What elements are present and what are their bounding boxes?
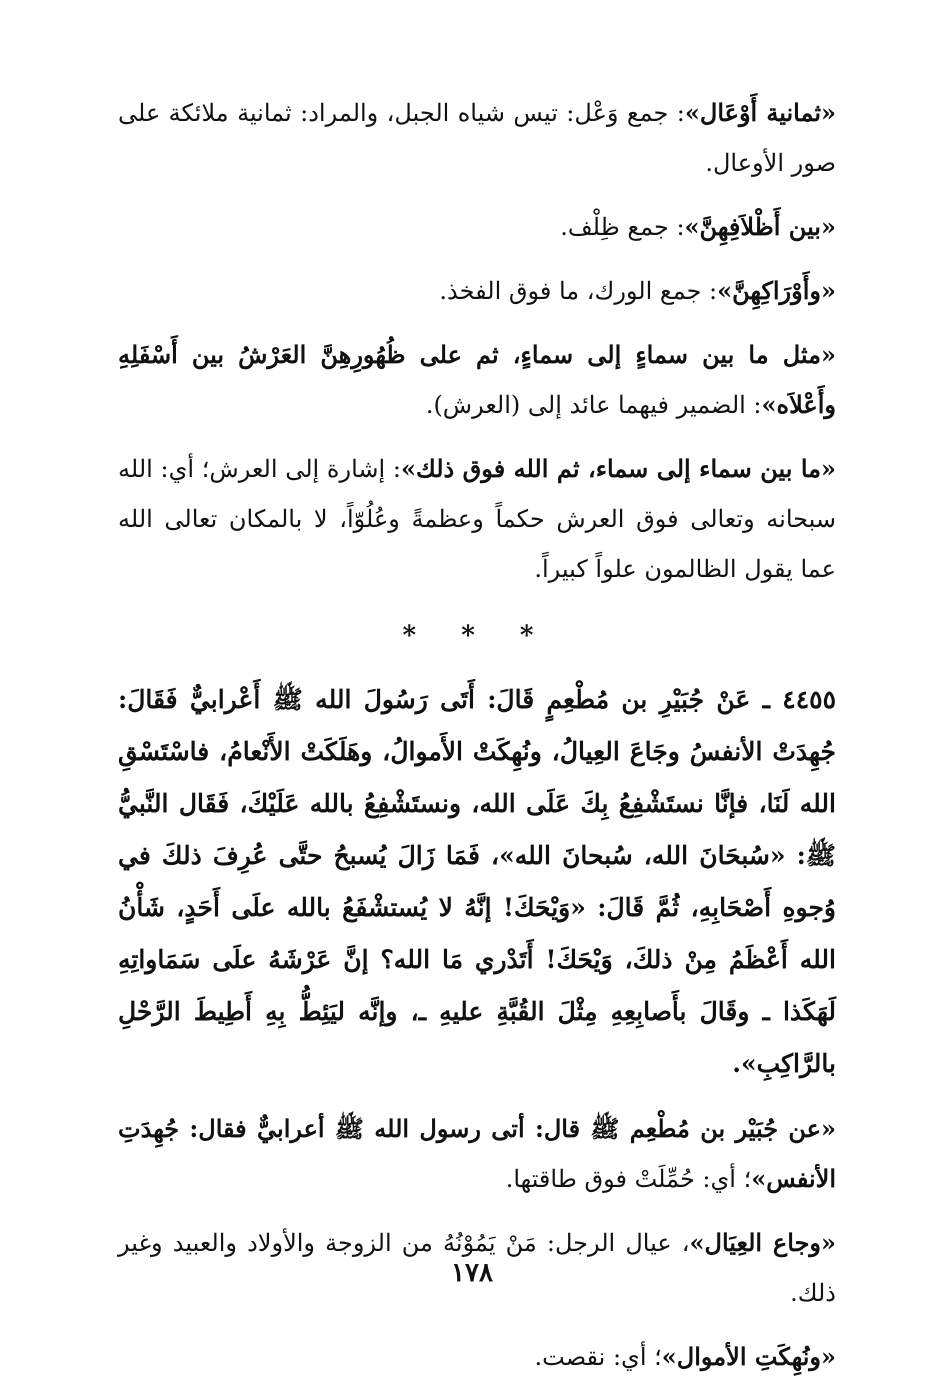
note-term: «وجاع العِيَال» xyxy=(689,1228,836,1257)
note-text: ؛ أي: نقصت. xyxy=(534,1343,662,1371)
note-term: «مثل ما بين سماءٍ إلى سماءٍ، ثم على ظُهُورِهِنَّ العَرْشُ بين أَسْفَلِهِ وأَعْلاَه» xyxy=(118,340,836,419)
page-number: ١٧٨ xyxy=(451,1258,493,1288)
note-text: ؛ أي: حُمِّلَتْ فوق طاقتها. xyxy=(505,1165,752,1193)
note-term: «ما بين سماء إلى سماء، ثم الله فوق ذلك» xyxy=(401,454,837,483)
note-paragraph xyxy=(118,444,836,594)
note-paragraph xyxy=(118,88,836,188)
note-paragraph xyxy=(118,266,836,316)
note-paragraph xyxy=(118,1332,836,1382)
note-term: «عن جُبَيْر بن مُطْعِم ﷺ قال: أتى رسول الله ﷺ أعرابيٌّ فقال: جُهِدَتِ الأنفس» xyxy=(118,1114,836,1193)
note-paragraph xyxy=(118,202,836,252)
note-paragraph xyxy=(118,1104,836,1204)
note-text: : إشارة إلى العرش؛ أي: الله سبحانه وتعالى فوق العرش حكماً وعظمةً وعُلُوّاً، لا بالمكان تعالى الله عما يقول الظالمون علواً كبيراً. xyxy=(118,455,836,583)
note-term: «وأَوْرَاكِهِنَّ» xyxy=(717,276,836,305)
note-term: «ونُهِكَتِ الأموال» xyxy=(661,1342,836,1371)
note-term: «بين أَظْلاَفِهِنَّ» xyxy=(684,212,836,241)
note-paragraph xyxy=(118,330,836,430)
note-text: : الضمير فيهما عائد إلى (العرش). xyxy=(425,391,762,419)
note-term: «ثمانية أَوْعَال» xyxy=(684,98,836,127)
note-text: : جمع وَعْل: تيس شياه الجبل، والمراد: ثمانية ملائكة على صور الأوعال. xyxy=(118,99,836,177)
hadith-text: ٤٤٥٥ ـ عَنْ جُبَيْرِ بن مُطْعِمٍ قَالَ: أَتَى رَسُولَ الله ﷺ أَعْرابيٌّ فَقَالَ: جُهِدَتْ الأنفسُ وجَاعَ العِيالُ، ونُهِكَتْ الأَموالُ، وهَلَكَتْ الأَنْعامُ، فاسْتَسْقِ الله لَنَا، فإنَّا نستَشْفِعُ بِكَ عَلَى الله، ونستَشْفِعُ بالله عَلَيْكَ، فَقَال النَّبيُّ ﷺ: «سُبحَانَ الله، سُبحانَ الله»، فَمَا زَالَ يُسبحُ حتَّى عُرِفَ ذلكَ في وُجوهِ أَصْحَابِهِ، ثُمَّ قَالَ: «وَيْحَكَ! إنَّهُ لا يُستشْفَعُ بالله علَى أَحَدٍ، شَأْنُ الله أَعْظَمُ مِنْ ذلكَ، وَيْحَكَ! أَتَدْري مَا الله؟ إنَّ عَرْشَهُ علَى سَمَاواتِهِ لَهَكَذا ـ وقَالَ بأَصابِعِهِ مِثْلَ القُبَّةِ عليهِ ـ، وإنَّه ليَئِطُّ بِهِ أَطِيطَ الرَّحْلِ بالرَّاكِبِ». xyxy=(118,685,836,1078)
note-text: : جمع ظِلْف. xyxy=(560,213,685,241)
note-text: : جمع الورك، ما فوق الفخذ. xyxy=(439,277,718,305)
note-text: ، عيال الرجل: مَنْ يَمُوْنُهُ من الزوجة والأولاد والعبيد وغير ذلك. xyxy=(118,1229,836,1307)
section-separator: * * * xyxy=(402,621,552,651)
